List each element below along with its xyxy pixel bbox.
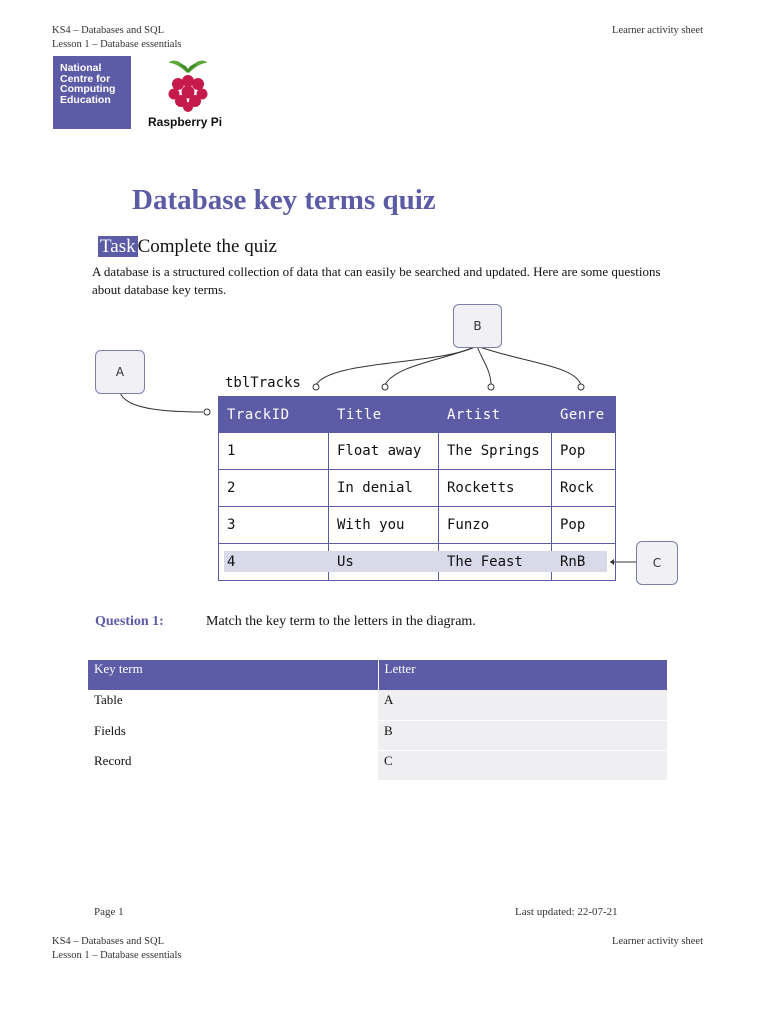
- raspberry-pi-logo-icon: [163, 55, 213, 113]
- tracks-col-header: Genre: [552, 397, 616, 433]
- diagram-label-b: B: [453, 304, 502, 348]
- table-row: [88, 750, 667, 780]
- raspberry-pi-label: Raspberry Pi: [148, 115, 223, 129]
- table-name-label: tblTracks: [225, 375, 301, 391]
- table-cell: Pop: [552, 507, 616, 544]
- table-cell: Rock: [552, 470, 616, 507]
- tracks-header-row: [219, 397, 616, 433]
- table-cell: The Feast: [439, 544, 552, 581]
- key-term-header-row: [88, 660, 667, 690]
- table-cell: Float away: [329, 433, 439, 470]
- key-term-cell: Fields: [88, 720, 378, 750]
- table-row: [88, 720, 667, 750]
- record-highlight: [224, 551, 607, 572]
- connector-a: [120, 392, 203, 412]
- table-row: [219, 507, 616, 544]
- question-1: [95, 614, 476, 630]
- header-course: KS4 – Databases and SQL: [52, 936, 164, 947]
- intro-paragraph: A database is a structured collection of data that can easily be searched and updated. Here are some questions about database key terms.: [92, 264, 661, 297]
- letter-cell[interactable]: C: [378, 750, 667, 780]
- connector-b-2: [385, 346, 477, 385]
- table-cell: 1: [219, 433, 329, 470]
- header-sheet-type: Learner activity sheet: [612, 25, 703, 36]
- next-page-header-left: [52, 935, 181, 963]
- key-term-col-header: Key term: [88, 660, 378, 690]
- table-row: [219, 433, 616, 470]
- tracks-col-header: Title: [329, 397, 439, 433]
- header-course: KS4 – Databases and SQL: [52, 25, 164, 36]
- table-row: [88, 690, 667, 720]
- letter-cell[interactable]: B: [378, 720, 667, 750]
- header-lesson: Lesson 1 – Database essentials: [52, 950, 182, 961]
- table-cell: Funzo: [439, 507, 552, 544]
- page-title: Database key terms quiz: [132, 184, 436, 216]
- table-cell: 2: [219, 470, 329, 507]
- key-term-table: [88, 660, 667, 781]
- table-cell: 4: [219, 544, 329, 581]
- table-cell: The Springs: [439, 433, 552, 470]
- next-page-header-sheet-type: Learner activity sheet: [612, 936, 703, 947]
- page-number: Page 1: [94, 906, 124, 918]
- tracks-col-header: TrackID: [219, 397, 329, 433]
- question-1-label: Question 1:: [95, 614, 164, 629]
- last-updated: Last updated: 22-07-21: [515, 906, 618, 918]
- letter-cell[interactable]: A: [378, 690, 667, 720]
- header-left: [52, 24, 181, 52]
- header-lesson: Lesson 1 – Database essentials: [52, 39, 182, 50]
- key-term-cell: Record: [88, 750, 378, 780]
- diagram-label-a: A: [95, 350, 145, 394]
- table-cell: Pop: [552, 433, 616, 470]
- connector-b-4: [477, 346, 581, 385]
- table-cell: 3: [219, 507, 329, 544]
- key-term-cell: Table: [88, 690, 378, 720]
- key-term-col-header: Letter: [378, 660, 667, 690]
- tracks-col-header: Artist: [439, 397, 552, 433]
- table-cell: With you: [329, 507, 439, 544]
- table-cell: Rocketts: [439, 470, 552, 507]
- task-badge: Task: [100, 236, 136, 257]
- table-row: [219, 470, 616, 507]
- connector-b-1: [316, 346, 477, 385]
- task-heading: [98, 236, 277, 258]
- table-cell: In denial: [329, 470, 439, 507]
- connector-b-3: [477, 346, 491, 385]
- task-text: Complete the quiz: [137, 236, 277, 257]
- ncce-logo: National Centre for Computing Education: [53, 56, 131, 129]
- table-cell: Us: [329, 544, 439, 581]
- table-cell: RnB: [552, 544, 616, 581]
- diagram-label-c: C: [636, 541, 678, 585]
- question-1-text: Match the key term to the letters in the diagram.: [206, 614, 476, 629]
